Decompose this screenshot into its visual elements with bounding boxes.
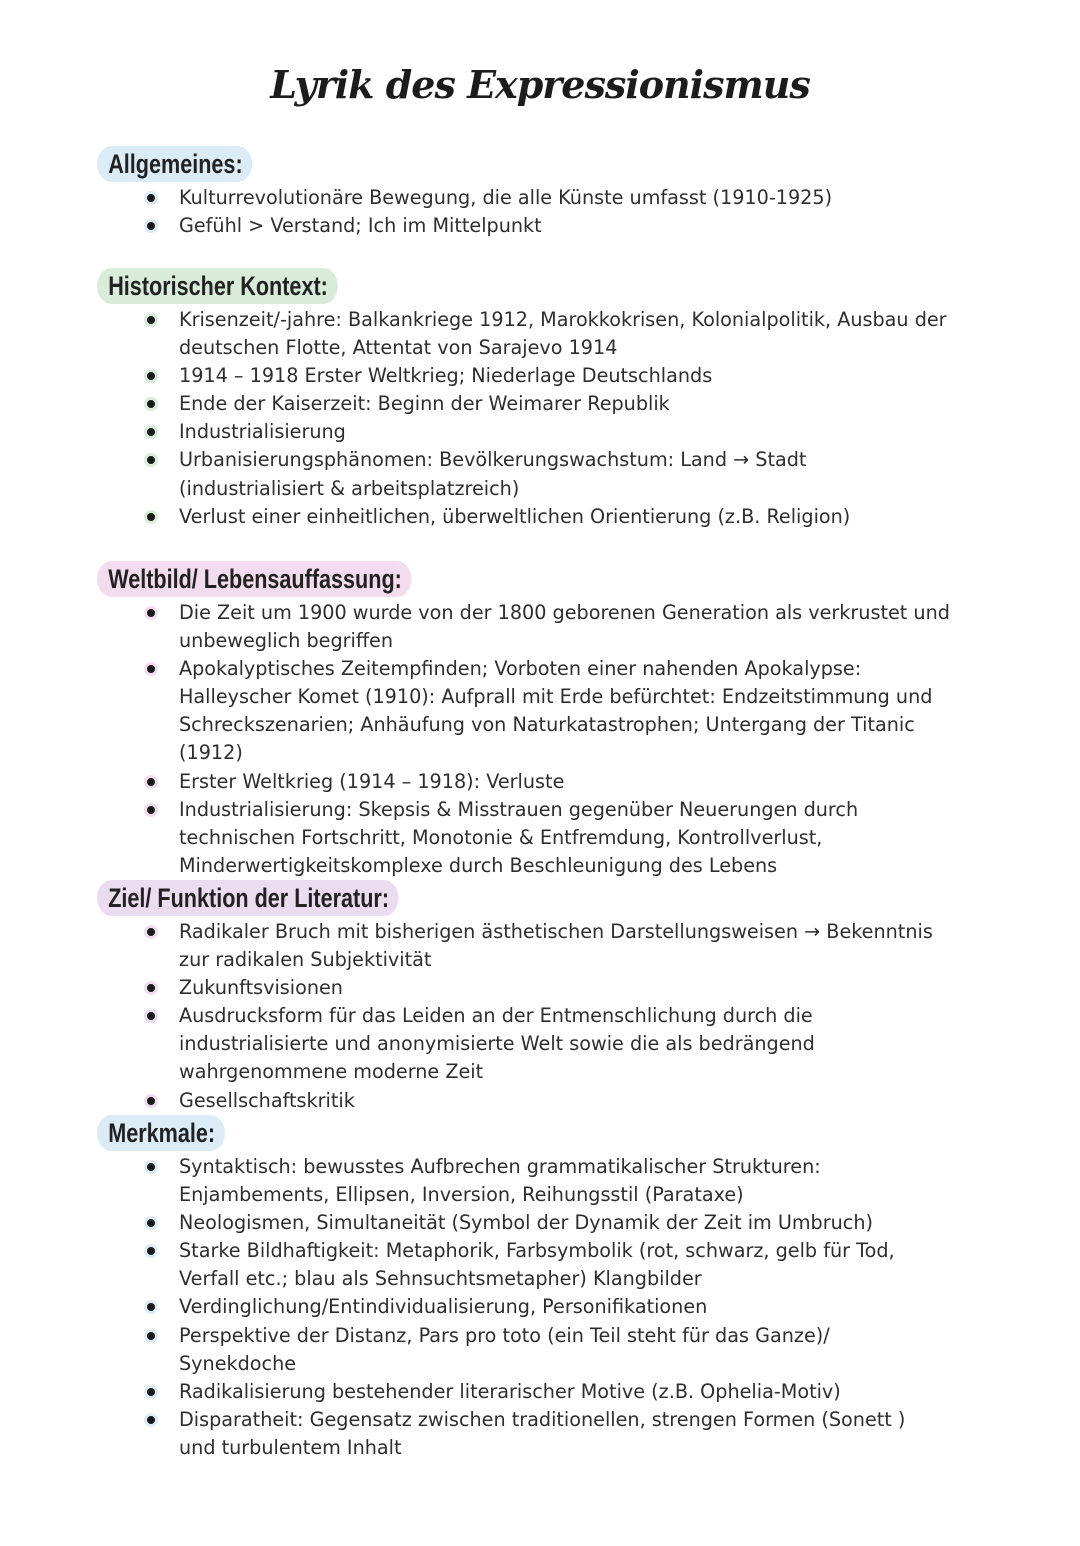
list-item: Syntaktisch: bewusstes Aufbrechen grammatikalischer Strukturen: Enjambements, Ellipsen, Inversion, Reihungsstil (Parataxe)	[97, 1153, 947, 1209]
bullet-icon	[144, 1009, 158, 1023]
section-heading: Historischer Kontext:	[97, 268, 337, 304]
list-item: Die Zeit um 1900 wurde von der 1800 geborenen Generation als verkrustet und unbeweglich begriffen	[97, 599, 967, 655]
list-item: Gesellschaftskritik	[97, 1087, 957, 1115]
list-item: Verlust einer einheitlichen, überweltlichen Orientierung (z.B. Religion)	[97, 503, 952, 531]
list-item: Gefühl > Verstand; Ich im Mittelpunkt	[97, 212, 997, 240]
list-item: Apokalyptisches Zeitempfinden; Vorboten einer nahenden Apokalypse: Halleyscher Komet (1910): Aufprall mit Erde befürchtet: Endzeitstimmung und Schreckszenarien; Anhäufung von Naturkatastrophen; Untergang der Titanic (1912)	[97, 655, 967, 767]
list-item: Erster Weltkrieg (1914 – 1918): Verluste	[97, 768, 967, 796]
bullet-icon	[144, 510, 158, 524]
section-heading: Ziel/ Funktion der Literatur:	[97, 880, 399, 916]
list-item: Kulturrevolutionäre Bewegung, die alle Künste umfasst (1910-1925)	[97, 184, 997, 212]
bullet-icon	[144, 803, 158, 817]
bullet-icon	[144, 606, 158, 620]
bullet-icon	[144, 1385, 158, 1399]
section-merkmale	[97, 1115, 997, 1462]
bullet-icon	[144, 369, 158, 383]
section-heading: Allgemeines:	[97, 146, 252, 182]
bullet-list	[97, 599, 967, 880]
list-item: Starke Bildhaftigkeit: Metaphorik, Farbsymbolik (rot, schwarz, gelb für Tod, Verfall etc.; blau als Sehnsuchtsmetapher) Klangbilder	[97, 1237, 947, 1293]
bullet-icon	[144, 425, 158, 439]
list-item: Ausdrucksform für das Leiden an der Entmenschlichung durch die industrialisierte und anonymisierte Welt sowie die als bedrängend wahrgenommene moderne Zeit	[97, 1002, 957, 1086]
bullet-icon	[144, 925, 158, 939]
section-weltbild	[97, 561, 997, 880]
list-item: Urbanisierungsphänomen: Bevölkerungswachstum: Land → Stadt (industrialisiert & arbeitsplatzreich)	[97, 446, 952, 502]
section-ziel-funktion	[97, 880, 997, 1115]
list-item: Krisenzeit/-jahre: Balkankriege 1912, Marokkokrisen, Kolonialpolitik, Ausbau der deutschen Flotte, Attentat von Sarajevo 1914	[97, 306, 952, 362]
bullet-icon	[144, 1329, 158, 1343]
bullet-list	[97, 918, 957, 1115]
bullet-icon	[144, 453, 158, 467]
bullet-list	[97, 306, 952, 531]
section-heading: Merkmale:	[97, 1115, 225, 1151]
bullet-icon	[144, 1216, 158, 1230]
page-title: Lyrik des Expressionismus	[270, 62, 810, 107]
bullet-icon	[144, 1160, 158, 1174]
bullet-icon	[144, 1094, 158, 1108]
bullet-icon	[144, 191, 158, 205]
bullet-icon	[144, 313, 158, 327]
list-item: Zukunftsvisionen	[97, 974, 957, 1002]
list-item: Radikalisierung bestehender literarischer Motive (z.B. Ophelia-Motiv)	[97, 1378, 947, 1406]
section-historischer-kontext	[97, 268, 997, 531]
list-item: Verdinglichung/Entindividualisierung, Personifikationen	[97, 1293, 947, 1321]
list-item: Perspektive der Distanz, Pars pro toto (ein Teil steht für das Ganze)/ Synekdoche	[97, 1322, 947, 1378]
bullet-list	[97, 1153, 947, 1462]
bullet-icon	[144, 1300, 158, 1314]
bullet-icon	[144, 397, 158, 411]
section-heading: Weltbild/ Lebensauffassung:	[97, 561, 411, 597]
bullet-icon	[144, 981, 158, 995]
list-item: 1914 – 1918 Erster Weltkrieg; Niederlage Deutschlands	[97, 362, 952, 390]
bullet-icon	[144, 219, 158, 233]
bullet-icon	[144, 662, 158, 676]
bullet-icon	[144, 775, 158, 789]
list-item: Ende der Kaiserzeit: Beginn der Weimarer Republik	[97, 390, 952, 418]
bullet-icon	[144, 1413, 158, 1427]
list-item: Industrialisierung: Skepsis & Misstrauen gegenüber Neuerungen durch technischen Fortschritt, Monotonie & Entfremdung, Kontrollverlust, Minderwertigkeitskomplexe durch Beschleunigung des Lebens	[97, 796, 967, 880]
list-item: Radikaler Bruch mit bisherigen ästhetischen Darstellungsweisen → Bekenntnis zur radikalen Subjektivität	[97, 918, 957, 974]
list-item: Industrialisierung	[97, 418, 952, 446]
bullet-icon	[144, 1244, 158, 1258]
list-item: Disparatheit: Gegensatz zwischen traditionellen, strengen Formen (Sonett ) und turbulentem Inhalt	[97, 1406, 947, 1462]
section-allgemeines	[97, 146, 997, 240]
bullet-list	[97, 184, 997, 240]
list-item: Neologismen, Simultaneität (Symbol der Dynamik der Zeit im Umbruch)	[97, 1209, 947, 1237]
